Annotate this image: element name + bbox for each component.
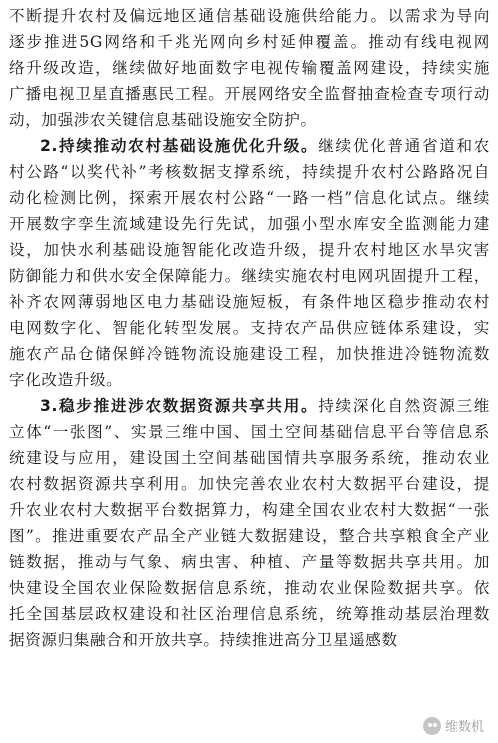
text-line: 不断提升农村及偏远地区通信基础设施供给能力。以需求为导向	[9, 7, 490, 25]
section-heading: 3.稳步推进涉农数据资源共享共用。	[40, 397, 319, 415]
paragraph-2	[9, 133, 490, 393]
watermark	[423, 716, 484, 735]
text-line: 防御能力和供水安全保障能力。继续实施农村电网巩固提升工程，	[9, 267, 490, 285]
paragraph-3	[9, 393, 490, 653]
text-line: 施农产品仓储保鲜冷链物流设施建设工程，加快推进冷链物流数	[9, 345, 490, 363]
watermark-text: 维数机	[444, 720, 484, 735]
text-line: 开展数字孪生流域建设先行先试，加强小型水库安全监测能力建	[9, 215, 490, 233]
section-heading: 2.持续推动农村基础设施优化升级。	[40, 137, 319, 155]
text-line: 字化改造升级。	[9, 371, 123, 389]
text-line: 升农业农村大数据平台数据算力，构建全国农业农村大数据“一张	[9, 501, 490, 519]
paragraph-1	[9, 3, 490, 133]
text-line: 统建设与应用，建设国土空间基础国情共享服务系统，推动农业	[9, 449, 490, 467]
text-line: 动，加强涉农关键信息基础设施安全防护。	[9, 111, 317, 129]
text-line: 托全国基层政权建设和社区治理信息系统，统筹推动基层治理数	[9, 605, 490, 623]
wechat-icon	[423, 717, 441, 735]
text-line	[9, 393, 490, 419]
text-line: 电网数字化、智能化转型发展。支持农产品供应链体系建设，实	[9, 319, 490, 337]
text-line: 农村数据资源共享利用。加快完善农业农村大数据平台建设，提	[9, 475, 490, 493]
text-line: 立体“一张图”、实景三维中国、国土空间基础信息平台等信息系	[9, 423, 490, 441]
text-line: 快建设全国农业保险数据信息系统，推动农业保险数据共享。依	[9, 579, 490, 597]
text-line: 动化检测比例，探索开展农村公路“一路一档”信息化试点。继续	[9, 189, 490, 207]
text-line: 据资源归集融合和开放共享。持续推进高分卫星遥感数	[9, 631, 398, 649]
text-line: 广播电视卫星直播惠民工程。开展网络安全监督抽查检查专项行动	[9, 85, 490, 103]
text-line: 村公路“以奖代补”考核数据支撑系统，持续提升农村公路路况自	[9, 163, 490, 181]
text-line: 逐步推进5G网络和千兆光网向乡村延伸覆盖。推动有线电视网	[9, 33, 490, 51]
text-line	[9, 133, 490, 159]
text-line: 链数据，推动与气象、病虫害、种植、产量等数据共享共用。加	[9, 553, 490, 571]
text-line: 络升级改造，继续做好地面数字电视传输覆盖网建设，持续实施	[9, 59, 490, 77]
text-segment: 持续深化自然资源三维	[318, 397, 490, 415]
text-line: 图”。推进重要农产品全产业链大数据建设，整合共享粮食全产业	[9, 527, 490, 545]
text-line: 设，加快水利基础设施智能化改造升级，提升农村地区水旱灾害	[9, 241, 490, 259]
text-line: 补齐农网薄弱地区电力基础设施短板，有条件地区稳步推动农村	[9, 293, 490, 311]
text-segment: 继续优化普通省道和农	[318, 137, 490, 155]
